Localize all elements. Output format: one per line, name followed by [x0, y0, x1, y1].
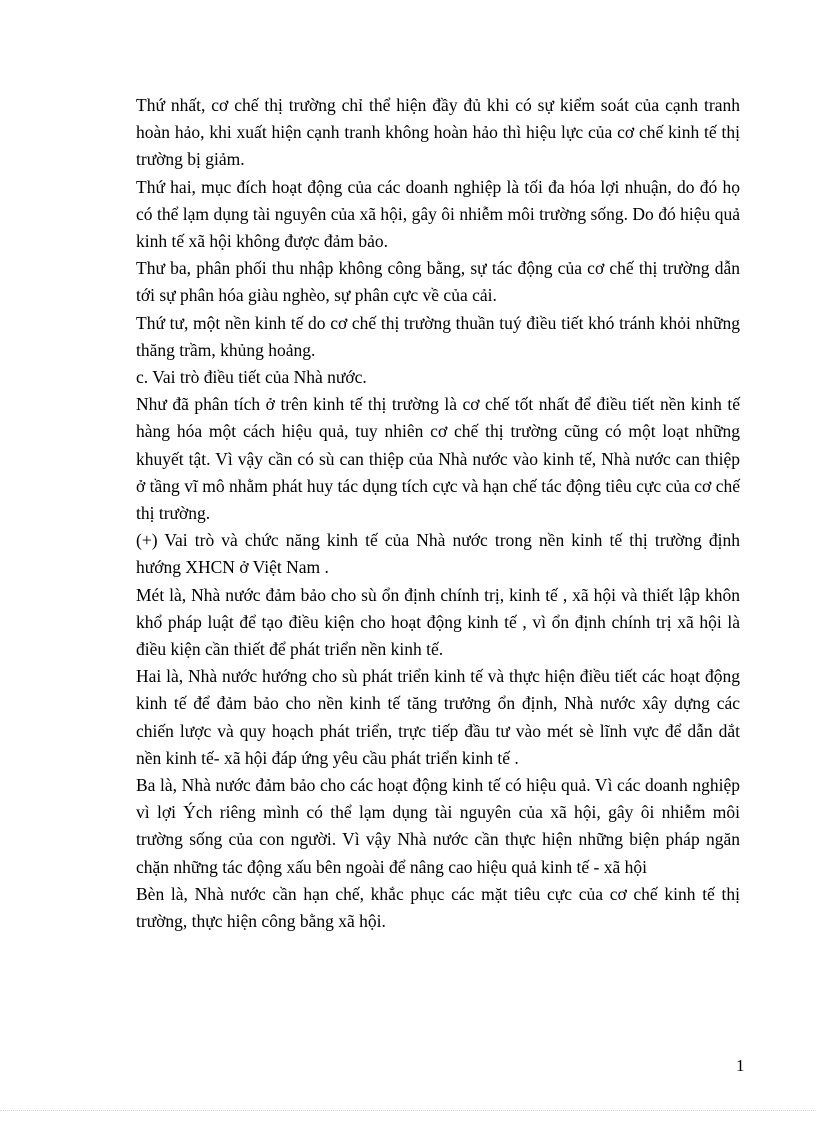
paragraph-state-functions-intro: (+) Vai trò và chức năng kinh tế của Nhà nước trong nền kinh tế thị trường định hướng XHCN ở Việt Nam . [136, 530, 740, 578]
paragraph-function-four: Bèn là, Nhà nước cần hạn chế, khắc phục các mặt tiêu cực của cơ chế kinh tế thị trường, thực hiện công bằng xã hội. [136, 883, 740, 932]
page-bottom-divider [0, 1110, 816, 1111]
section-heading-state-role: c. Vai trò điều tiết của Nhà nước. [136, 367, 367, 388]
paragraph-first-defect: Thứ nhất, cơ chế thị trường chỉ thể hiện đầy đủ khi có sự kiểm soát của cạnh tranh hoàn hảo, khi xuất hiện cạnh tranh không hoàn hảo thì hiệu lực của cơ chế kinh tế thị trường bị giảm. [136, 95, 740, 170]
page-number: 1 [736, 1056, 745, 1075]
paragraph-fourth-defect: Thứ tư, một nền kinh tế do cơ chế thị trường thuần tuý điều tiết khó tránh khỏi những thăng trầm, khủng hoảng. [136, 312, 740, 360]
paragraph-second-defect: Thứ hai, mục đích hoạt động của các doanh nghiệp là tối đa hóa lợi nhuận, do đó họ có thể lạm dụng tài nguyên của xã hội, gây ôi nhiễm môi trường sống. Do đó hiệu quả kinh tế xã hội không được đảm bảo. [136, 176, 740, 252]
paragraph-state-intervention: Như đã phân tích ở trên kinh tế thị trường là cơ chế tốt nhất để điều tiết nền kinh tế hàng hóa một cách hiệu quả, tuy nhiên cơ chế thị trường cũng có một loạt những khuyết tật. Vì vậy cần có sù can thiệp của Nhà nước vào kinh tế, Nhà nước can thiệp ở tầng vĩ mô nhằm phát huy tác dụng tích cực và hạn chế tác động tiêu cực của cơ chế thị trường. [136, 394, 740, 524]
page-body [136, 92, 740, 935]
paragraph-function-two: Hai là, Nhà nước hướng cho sù phát triển kinh tế và thực hiện điều tiết các hoạt động kinh tế để đảm bảo cho nền kinh tế tăng trưởng ổn định, Nhà nước xây dựng các chiến lược và quy hoạch phát triển, trực tiếp đầu tư vào mét sè lĩnh vực để dẫn dắt nền kinh tế- xã hội đáp ứng yêu cầu phát triển kinh tế . [136, 666, 740, 768]
paragraph-function-one: Mét là, Nhà nước đảm bảo cho sù ổn định chính trị, kinh tế , xã hội và thiết lập khôn khổ pháp luật để tạo điều kiện cho hoạt động kinh tế , vì ổn định chính trị xã hội là điều kiện cần thiết để phát triển nền kinh tế. [136, 584, 740, 660]
paragraph-third-defect: Thư ba, phân phối thu nhập không công bằng, sự tác động của cơ chế thị trường dẫn tới sự phân hóa giàu nghèo, sự phân cực về của cải. [136, 258, 740, 306]
paragraph-function-three: Ba là, Nhà nước đảm bảo cho các hoạt động kinh tế có hiệu quả. Vì các doanh nghiệp vì lợi Ých riêng mình có thể lạm dụng tài nguyên của xã hội, gây ôi nhiễm môi trường sống của con người. Vì vậy Nhà nước cần thực hiện những biện pháp ngăn chặn những tác động xấu bên ngoài để nâng cao hiệu quả kinh tế - xã hội [136, 775, 740, 877]
